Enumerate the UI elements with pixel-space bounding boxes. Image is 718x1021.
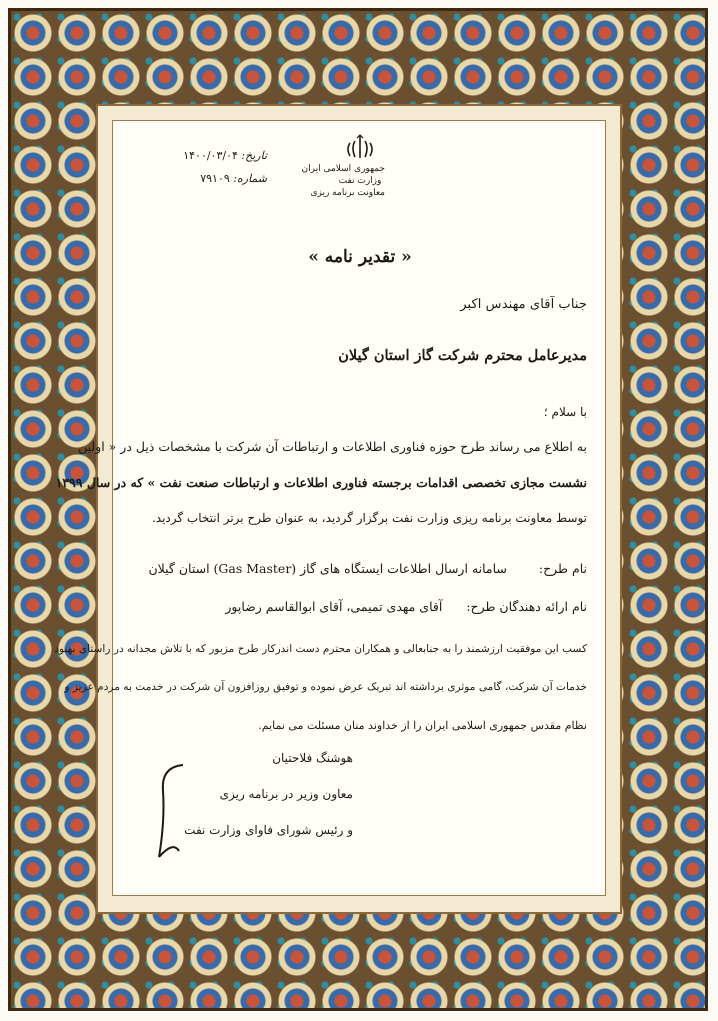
plan-name-row [149, 561, 588, 576]
emblem-line-ministry: وزارت نفت [338, 176, 382, 186]
signatory-name: هوشنگ فلاحتیان [272, 751, 353, 765]
date-value: ۱۴۰۰/۰۳/۰۴ [183, 149, 238, 162]
date-row [127, 149, 267, 162]
plan-name-value: سامانه ارسال اطلاعات ایستگاه های گاز (Gas Master) استان گیلان [148, 561, 507, 576]
recipient-line-2: مدیرعامل محترم شرکت گاز استان گیلان [338, 347, 587, 364]
signatory-title-1: معاون وزیر در برنامه ریزی [219, 787, 353, 801]
number-row [127, 172, 267, 185]
emblem-block [301, 133, 385, 199]
emblem-line-country: جمهوری اسلامی ایران [301, 164, 385, 174]
date-label: تاریخ: [241, 149, 267, 162]
signatory-title-2: و رئیس شورای فاوای وزارت نفت [184, 823, 353, 837]
signature-block [153, 751, 353, 859]
presenters-label: نام ارائه دهندگان طرح: [466, 599, 587, 614]
paragraph-2-line-3: نظام مقدس جمهوری اسلامی ایران را از خداوند منان مسئلت می نمایم. [258, 719, 587, 732]
iran-emblem-icon [345, 133, 375, 163]
number-value: ۷۹۱۰۹ [200, 172, 230, 185]
plan-name-label: نام طرح: [538, 561, 587, 576]
recipient-line-1: جناب آقای مهندس اکبر [460, 297, 587, 312]
presenters-value: آقای مهدی تمیمی، آقای ابوالقاسم رضاپور [225, 599, 443, 614]
paragraph-2-line-1: کسب این موفقیت ارزشمند را به جنابعالی و همکاران محترم دست اندرکار طرح مزبور که با تلاش مجدانه در راستای بهبود [54, 643, 587, 655]
number-label: شماره: [233, 172, 267, 185]
certificate-page [54, 120, 606, 896]
emblem-line-deputy: معاونت برنامه ریزی [310, 188, 385, 198]
paragraph-1-line-2: نشست مجازی تخصصی اقدامات برجسته فناوری اطلاعات و ارتباطات صنعت نفت » که در سال ۱۳۹۹ [55, 475, 587, 490]
presenters-row [225, 599, 587, 614]
letter-meta [127, 149, 267, 195]
paragraph-1-line-1: به اطلاع می رساند طرح حوزه فناوری اطلاعات و ارتباطات آن شرکت با مشخصات ذیل در « اولین [78, 439, 587, 454]
paragraph-2-line-2: خدمات آن شرکت، گامی موثری برداشته اند تبریک عرض نموده و توفیق روزافزون آن شرکت در خدمت به مردم عزیز و [64, 681, 587, 693]
paragraph-1-line-3: توسط معاونت برنامه ریزی وزارت نفت برگزار گردید، به عنوان طرح برتر انتخاب گردید. [151, 511, 587, 525]
greeting: با سلام ؛ [543, 405, 587, 419]
document-title: « تقدیر نامه » [308, 247, 412, 267]
